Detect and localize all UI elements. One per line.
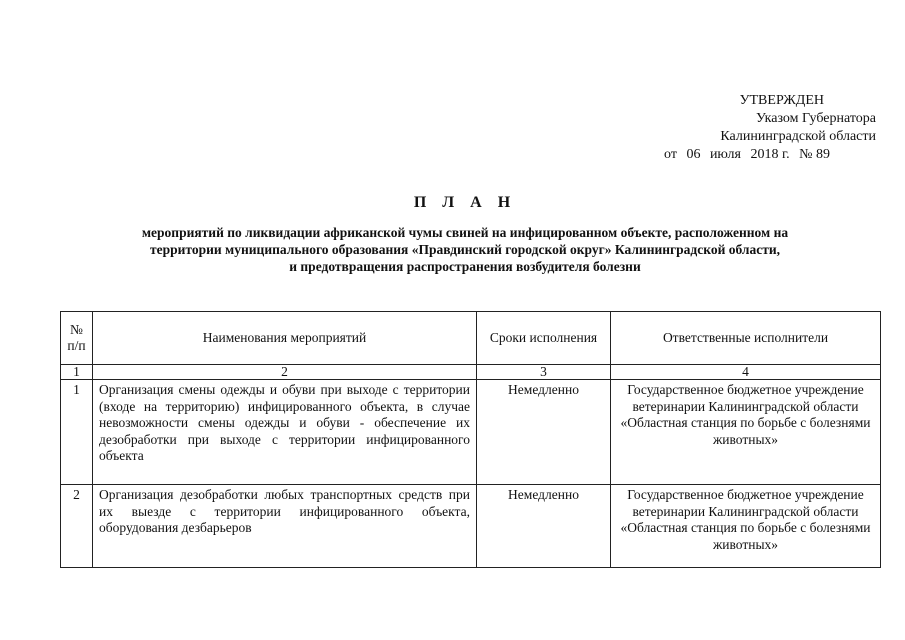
date-year: 2018 г. xyxy=(750,147,790,162)
column-number: 4 xyxy=(611,365,881,380)
row-number: 1 xyxy=(61,380,93,485)
row-responsible: Государственное бюджетное учреждение ветеринарии Калининградской области «Областная станция по борьбе с болезнями животных» xyxy=(611,380,881,485)
decree-number: № 89 xyxy=(799,147,830,162)
header-term: Сроки исполнения xyxy=(477,312,611,365)
document-subtitle xyxy=(95,224,835,275)
subtitle-line-3: и предотвращения распространения возбудителя болезни xyxy=(289,259,641,274)
approval-line-region: Калининградской области xyxy=(720,129,876,144)
date-prefix: от xyxy=(664,147,677,162)
approval-date xyxy=(640,146,876,164)
date-month: июля xyxy=(709,147,741,162)
plan-table xyxy=(60,311,881,568)
header-responsible: Ответственные исполнители xyxy=(611,312,881,365)
column-number: 3 xyxy=(477,365,611,380)
approval-block xyxy=(640,92,876,164)
date-day: 06 xyxy=(686,147,701,162)
row-term: Немедленно xyxy=(477,380,611,485)
column-number: 1 xyxy=(61,365,93,380)
header-name: Наименования мероприятий xyxy=(93,312,477,365)
approval-title: УТВЕРЖДЕН xyxy=(739,93,824,108)
row-number: 2 xyxy=(61,485,93,568)
column-number: 2 xyxy=(93,365,477,380)
table-row xyxy=(61,485,881,568)
subtitle-line-1: мероприятий по ликвидации африканской чумы свиней на инфицированном объекте, расположенном на xyxy=(141,225,789,240)
row-term: Немедленно xyxy=(477,485,611,568)
row-measure: Организация дезобработки любых транспортных средств при их выезде с территории инфицированного объекта, оборудования дезбарьеров xyxy=(93,485,477,568)
document-heading: П Л А Н xyxy=(413,194,517,211)
table-header-row xyxy=(61,312,881,365)
subtitle-line-2: территории муниципального образования «Правдинский городской округ» Калининградской области, xyxy=(149,242,781,257)
row-measure: Организация смены одежды и обуви при выходе с территории (входе на территорию) инфицированного объекта, в случае невозможности смены одежды и обуви - обеспечение их дезобработки при выходе с территории инфицированного объекта xyxy=(93,380,477,485)
approval-line-decree: Указом Губернатора xyxy=(755,111,876,126)
header-number: № п/п xyxy=(61,312,93,365)
row-responsible: Государственное бюджетное учреждение ветеринарии Калининградской области «Областная станция по борьбе с болезнями животных» xyxy=(611,485,881,568)
table-row xyxy=(61,380,881,485)
column-number-row xyxy=(61,365,881,380)
